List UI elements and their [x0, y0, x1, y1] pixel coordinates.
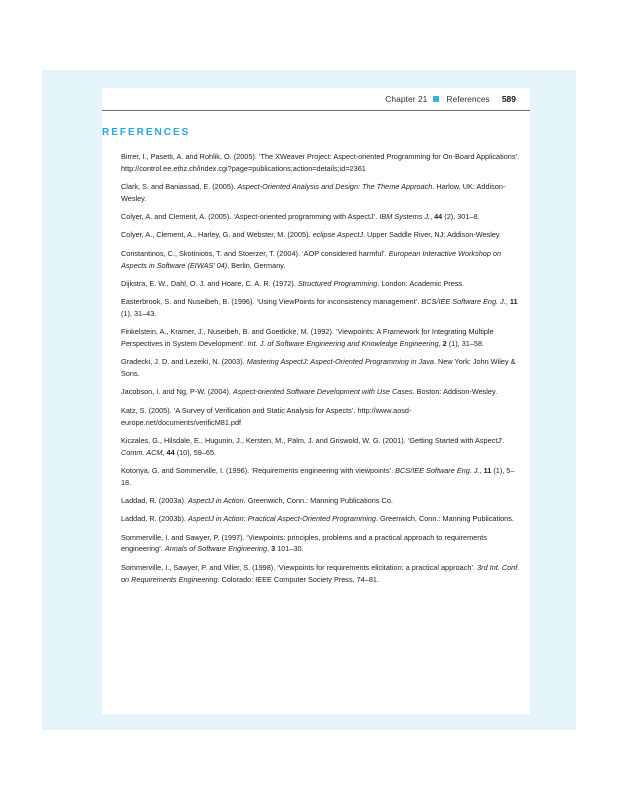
reference-entry: Dijkstra, E. W., Dahl, O. J. and Hoare, C. A. R. (1972). Structured Programming. London: Academic Press. [121, 278, 465, 288]
references-list [121, 151, 521, 592]
book-page [102, 88, 530, 714]
reference-entry: Katz, S. (2005). ‘A Survey of Verification and Static Analysis for Aspects’. http://www.aosd-europe.net/documents/verificM81.pdf [121, 405, 412, 427]
reference-entry: Easterbrook, S. and Nuseibeh, B. (1996). ‘Using ViewPoints for inconsistency management’. BCS/IEE Software Eng. J., 11 (1), 31–43. [121, 297, 518, 318]
chapter-label: Chapter 21 [385, 94, 428, 104]
reference-entry: Clark, S. and Baniassad, E. (2005). Aspect-Oriented Analysis and Design: The Theme Approach. Harlow, UK: Addison-Wesley. [121, 182, 506, 203]
section-label: References [446, 94, 490, 104]
reference-entry: Laddad, R. (2003b). AspectJ in Action: Practical Aspect-Oriented Programming. Greenwich, Conn.: Manning Publications. [121, 514, 514, 524]
reference-entry: Jacobson, I. and Ng, P-W. (2004). Aspect-oriented Software Development with Use Cases. Boston: Addison-Wesley. [121, 387, 498, 397]
reference-entry: Colyer, A., Clement, A., Harley, G. and Webster, M. (2005). eclipse AspectJ. Upper Saddle River, NJ: Addison-Wesley. [121, 230, 502, 240]
running-header [96, 88, 516, 110]
reference-entry: Kiczales, G., Hilsdale, E., Hugunin, J., Kersten, M., Palm, J. and Griswold, W. G. (2001). ‘Getting Started with AspectJ’. Comm. ACM, 44 (10), 59–65. [121, 435, 505, 457]
reference-entry: Gradecki, J. D. and Lezeiki, N. (2003). Mastering AspectJ: Aspect-Oriented Programming in Java. New York: John Wiley & Sons. [121, 357, 516, 379]
header-rule [102, 110, 530, 111]
square-bullet-icon [433, 96, 439, 102]
reference-entry: Constantinos, C., Skotiniotis, T. and Stoerzer, T. (2004). ‘AOP considered harmful’. European Interactive Workshop on Aspects in Software (EIWAS’ 04), Berlin, Germany. [121, 248, 502, 270]
reference-entry: Sommerville, I. and Sawyer, P. (1997). ‘Viewpoints: principles, problems and a practical approach to requirements engineering’. Annals of Software Engineering, 3 101–30. [121, 532, 487, 554]
reference-entry: Colyer, A. and Clement, A. (2005). ‘Aspect-oriented programming with AspectJ’. IBM Systems J., 44 (2), 301–8. [121, 212, 480, 222]
reference-entry: Finkelstein, A., Kramer, J., Nuseibeh, B. and Goedicke, M. (1992). ‘Viewpoints: A Framework for Integrating Multiple Perspectives in System Development’. Int. J. of Software Engineering and Knowledge Engineering, 2 (1), 31–58. [121, 327, 494, 349]
page-number: 589 [501, 94, 516, 104]
reference-entry: Laddad, R. (2003a). AspectJ in Action. Greenwich, Conn.: Manning Publications Co. [121, 496, 393, 506]
references-heading: REFERENCES [102, 127, 191, 138]
reference-entry: Sommerville, I., Sawyer, P. and Viller, S. (1998). ‘Viewpoints for requirements elicitation: a practical approach’. 3rd Int. Conf. on Requirements Engineering. Colorado: IEEE Computer Society Press, 74–81. [121, 562, 520, 584]
reference-entry: Kotonya, G. and Sommerville, I. (1996). ‘Requirements engineering with viewpoints’. BCS/IEE Software Eng. J., 11 (1), 5–18. [121, 465, 515, 487]
reference-entry: Birrer, I., Pasetti, A. and Rohlik, O. (2005). ‘The XWeaver Project: Aspect-oriented Programming for On-Board Applications’. http://control.ee.ethz.ch/index.cgi?page=publications;action=details;id=2361 [121, 152, 520, 173]
